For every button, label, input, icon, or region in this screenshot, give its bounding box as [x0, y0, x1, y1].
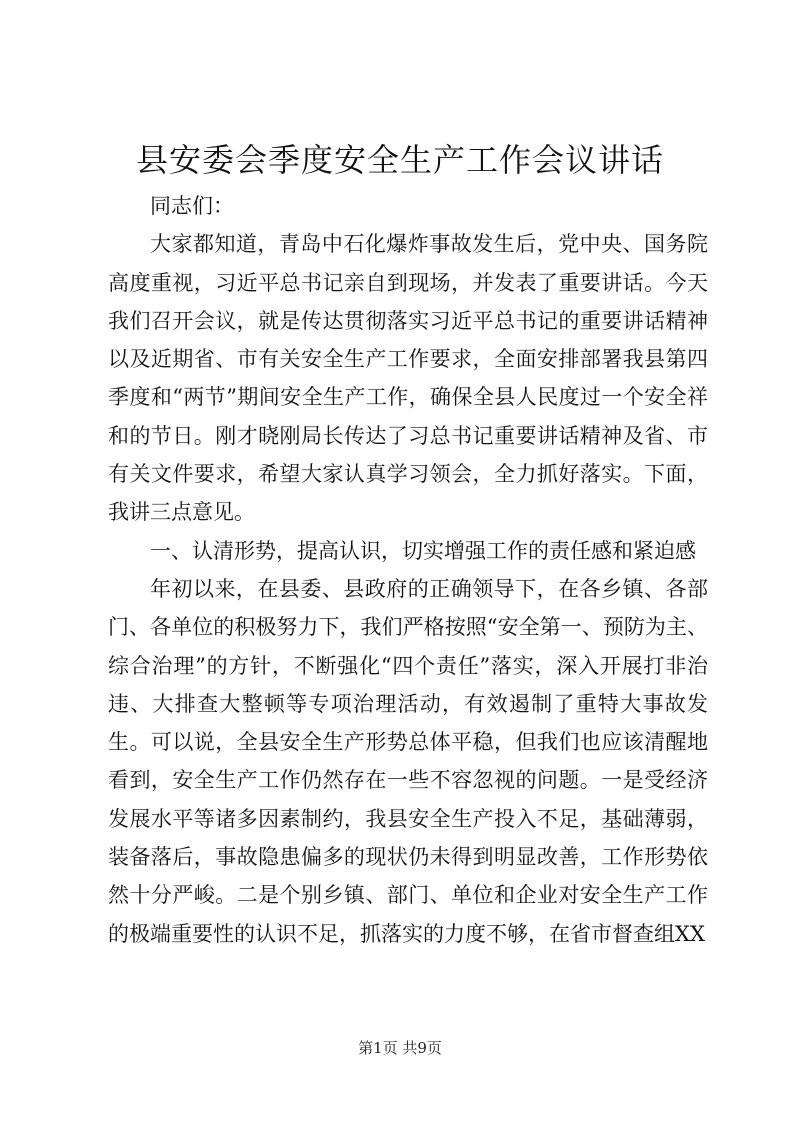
intro-paragraph: 大家都知道，青岛中石化爆炸事故发生后，党中央、国务院高度重视，习近平总书记亲自到现场，并发表了重要讲话。今天我们召开会议，就是传达贯彻落实习近平总书记的重要讲话精神以及近期省、市有关安全生产工作要求，全面安排部署我县第四季度和“两节”期间安全生产工作，确保全县人民度过一个安全祥和的节日。刚才晓刚局长传达了习总书记重要讲话精神及省、市有关文件要求，希望大家认真学习领会，全力抓好落实。下面，我讲三点意见。	[108, 232, 708, 525]
body-paragraph: 年初以来，在县委、县政府的正确领导下，在各乡镇、各部门、各单位的积极努力下，我们严格按照“安全第一、预防为主、综合治理”的方针，不断强化“四个责任”落实，深入开展打非治违、大排查大整顿等专项治理活动，有效遏制了重特大事故发生。可以说，全县安全生产形势总体平稳，但我们也应该清醒地看到，安全生产工作仍然存在一些不容忽视的问题。一是受经济发展水平等诸多因素制约，我县安全生产投入不足，基础薄弱，装备落后，事故隐患偏多的现状仍未得到明显改善，工作形势依然十分严峻。二是个别乡镇、部门、单位和企业对安全生产工作的极端重要性的认识不足，抓落实的力度不够，在省市督查组XX	[108, 576, 708, 946]
salutation-paragraph: 同志们：	[150, 194, 234, 218]
page-number-footer: 第1页 共9页	[358, 1039, 442, 1057]
document-body	[108, 187, 708, 953]
document-title: 县安委会季度安全生产工作会议讲话	[135, 141, 664, 179]
section-heading: 一、认清形势，提高认识，切实增强工作的责任感和紧迫感	[150, 538, 696, 563]
